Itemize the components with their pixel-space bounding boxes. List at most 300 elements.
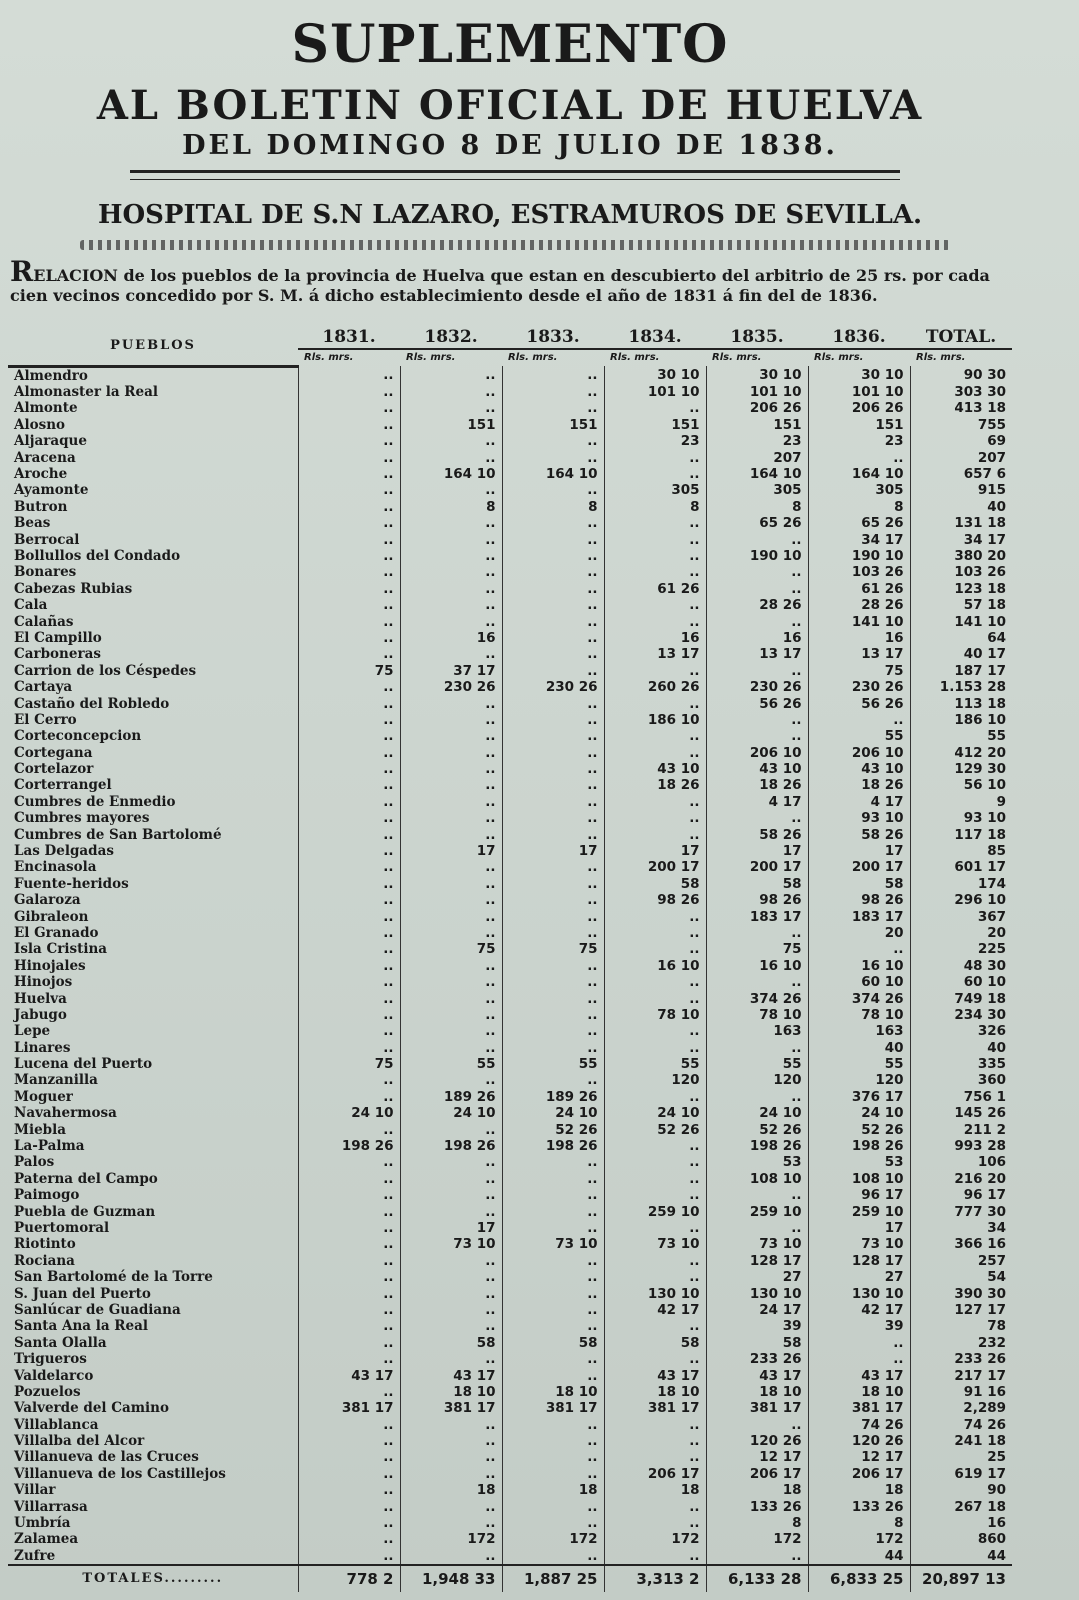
table-row	[8, 466, 1012, 482]
amount-cell: ..	[706, 663, 808, 679]
amount-cell: 172	[502, 1531, 604, 1547]
row-total-cell: 241 18	[910, 1433, 1012, 1449]
amount-cell: 58	[604, 1335, 706, 1351]
amount-cell: 189 26	[502, 1089, 604, 1105]
table-row	[8, 515, 1012, 531]
amount-cell: 133 26	[808, 1498, 910, 1514]
table-row	[8, 1187, 1012, 1203]
town-name: Fuente-heridos	[14, 875, 129, 892]
amount-cell: 183 17	[808, 908, 910, 924]
town-name: Gibraleon	[14, 908, 89, 925]
amount-cell: 43 10	[706, 761, 808, 777]
row-total-cell: 360	[910, 1072, 1012, 1088]
amount-cell: 381 17	[298, 1400, 400, 1416]
amount-cell: ..	[502, 1548, 604, 1565]
amount-cell: ..	[502, 663, 604, 679]
amount-cell: 18	[400, 1482, 502, 1498]
amount-cell: 374 26	[706, 990, 808, 1006]
amount-cell: 30 10	[808, 366, 910, 384]
amount-cell: ..	[604, 695, 706, 711]
amount-cell: ..	[298, 1187, 400, 1203]
table-row	[8, 777, 1012, 793]
amount-cell: ..	[604, 1548, 706, 1565]
amount-cell: ..	[502, 777, 604, 793]
table-row	[8, 1089, 1012, 1105]
amount-cell: ..	[298, 384, 400, 400]
amount-cell: 23	[808, 433, 910, 449]
town-name: Santa Olalla	[14, 1334, 107, 1351]
amount-cell: ..	[400, 1269, 502, 1285]
table-row	[8, 826, 1012, 842]
amount-cell: 16	[808, 630, 910, 646]
town-name: Isla Cristina	[14, 941, 108, 958]
amount-cell: ..	[400, 1351, 502, 1367]
amount-cell: ..	[502, 1367, 604, 1383]
amount-cell: ..	[400, 1433, 502, 1449]
row-total-cell: 56 10	[910, 777, 1012, 793]
arrears-table	[8, 326, 1012, 1592]
amount-cell: 230 26	[400, 679, 502, 695]
amount-cell: 43 17	[604, 1367, 706, 1383]
amount-cell: ..	[706, 728, 808, 744]
amount-cell: ..	[400, 646, 502, 662]
amount-cell: ..	[298, 1285, 400, 1301]
amount-cell: 18	[604, 1482, 706, 1498]
row-total-cell: 601 17	[910, 859, 1012, 875]
amount-cell: ..	[604, 1433, 706, 1449]
town-name: Carrion de los Céspedes	[14, 662, 197, 679]
amount-cell: ..	[502, 1285, 604, 1301]
amount-cell: ..	[298, 466, 400, 482]
amount-cell: ..	[298, 1154, 400, 1170]
row-total-cell: 9	[910, 794, 1012, 810]
total-cell: 20,897 13	[910, 1565, 1012, 1592]
amount-cell: ..	[298, 695, 400, 711]
totals-label: TOTALES.........	[8, 1565, 298, 1592]
table-row	[8, 1515, 1012, 1531]
amount-cell: 34 17	[808, 531, 910, 547]
amount-cell: 198 26	[808, 1138, 910, 1154]
amount-cell: 172	[400, 1531, 502, 1547]
amount-cell: ..	[502, 597, 604, 613]
row-total-cell: 993 28	[910, 1138, 1012, 1154]
row-total-cell: 90 30	[910, 366, 1012, 384]
amount-cell: ..	[400, 1171, 502, 1187]
amount-cell: 52 26	[604, 1121, 706, 1137]
amount-cell: ..	[298, 400, 400, 416]
row-total-cell: 749 18	[910, 990, 1012, 1006]
amount-cell: ..	[706, 1417, 808, 1433]
town-name: El Granado	[14, 924, 99, 941]
town-name: Rociana	[14, 1252, 75, 1269]
amount-cell: 230 26	[808, 679, 910, 695]
amount-cell: 61 26	[808, 581, 910, 597]
amount-cell: ..	[298, 646, 400, 662]
amount-cell: 73 10	[604, 1236, 706, 1252]
total-cell: 3,313 2	[604, 1565, 706, 1592]
amount-cell: 78 10	[604, 1007, 706, 1023]
table-row	[8, 958, 1012, 974]
table-row	[8, 1040, 1012, 1056]
amount-cell: 120	[808, 1072, 910, 1088]
relacion-drop-cap: R	[10, 255, 34, 288]
amount-cell: 16 10	[808, 958, 910, 974]
town-name: Cumbres de San Bartolomé	[14, 826, 222, 843]
amount-cell: ..	[298, 1335, 400, 1351]
row-total-cell: 915	[910, 482, 1012, 498]
amount-cell: ..	[604, 1187, 706, 1203]
amount-cell: ..	[400, 433, 502, 449]
amount-cell: 230 26	[502, 679, 604, 695]
table-row	[8, 679, 1012, 695]
town-name: Zufre	[14, 1547, 56, 1564]
amount-cell: ..	[502, 925, 604, 941]
amount-cell: ..	[298, 1318, 400, 1334]
amount-cell: 93 10	[808, 810, 910, 826]
town-name: Alosno	[14, 416, 66, 433]
amount-cell: ..	[298, 1417, 400, 1433]
amount-cell: 20	[808, 925, 910, 941]
row-total-cell: 40 17	[910, 646, 1012, 662]
amount-cell: ..	[502, 761, 604, 777]
amount-cell: 74 26	[808, 1417, 910, 1433]
amount-cell: 73 10	[400, 1236, 502, 1252]
table-row	[8, 433, 1012, 449]
amount-cell: 16	[604, 630, 706, 646]
table-row	[8, 1400, 1012, 1416]
table-body	[8, 366, 1012, 1565]
amount-cell: ..	[400, 859, 502, 875]
amount-cell: 98 26	[604, 892, 706, 908]
amount-cell: ..	[298, 1515, 400, 1531]
row-total-cell: 85	[910, 843, 1012, 859]
amount-cell: ..	[502, 1433, 604, 1449]
row-total-cell: 326	[910, 1023, 1012, 1039]
amount-cell: ..	[400, 400, 502, 416]
row-total-cell: 1.153 28	[910, 679, 1012, 695]
amount-cell: 43 10	[604, 761, 706, 777]
amount-cell: 259 10	[808, 1203, 910, 1219]
row-total-cell: 234 30	[910, 1007, 1012, 1023]
table-row	[8, 1285, 1012, 1301]
unit-label: Rls. mrs.	[610, 352, 660, 363]
amount-cell: 43 10	[808, 761, 910, 777]
totals-row	[8, 1565, 1012, 1592]
amount-cell: 65 26	[808, 515, 910, 531]
town-name: Umbría	[14, 1515, 71, 1532]
row-total-cell: 366 16	[910, 1236, 1012, 1252]
table-row	[8, 695, 1012, 711]
amount-cell: 17	[706, 843, 808, 859]
amount-cell: 206 17	[604, 1466, 706, 1482]
amount-cell: 53	[706, 1154, 808, 1170]
unit-label: Rls. mrs.	[712, 352, 762, 363]
amount-cell: ..	[298, 974, 400, 990]
amount-cell: 52 26	[808, 1121, 910, 1137]
amount-cell: 108 10	[706, 1171, 808, 1187]
town-name: Carboneras	[14, 646, 101, 663]
table-row	[8, 564, 1012, 580]
amount-cell: ..	[298, 958, 400, 974]
amount-cell: ..	[604, 564, 706, 580]
table-row	[8, 646, 1012, 662]
town-name: Cartaya	[14, 679, 73, 696]
amount-cell: ..	[400, 1040, 502, 1056]
table-row	[8, 1105, 1012, 1121]
amount-cell: 75	[808, 663, 910, 679]
amount-cell: 206 17	[706, 1466, 808, 1482]
table-row	[8, 1449, 1012, 1465]
amount-cell: 8	[604, 499, 706, 515]
amount-cell: 65 26	[706, 515, 808, 531]
amount-cell: ..	[400, 1203, 502, 1219]
amount-cell: ..	[706, 810, 808, 826]
table-row	[8, 482, 1012, 498]
amount-cell: ..	[298, 1302, 400, 1318]
amount-cell: ..	[400, 564, 502, 580]
amount-cell: ..	[604, 925, 706, 941]
amount-cell: ..	[604, 1269, 706, 1285]
town-name: Almonaster la Real	[14, 384, 158, 401]
amount-cell: 198 26	[400, 1138, 502, 1154]
amount-cell: ..	[502, 1449, 604, 1465]
town-name: Villalba del Alcor	[14, 1433, 145, 1450]
town-name: Corterrangel	[14, 777, 112, 794]
amount-cell: 206 10	[808, 744, 910, 760]
amount-cell: 75	[706, 941, 808, 957]
table-row	[8, 1023, 1012, 1039]
table-row	[8, 843, 1012, 859]
amount-cell: ..	[502, 1351, 604, 1367]
amount-cell: ..	[502, 794, 604, 810]
amount-cell: ..	[502, 433, 604, 449]
amount-cell: 17	[604, 843, 706, 859]
table-row	[8, 1351, 1012, 1367]
table-row	[8, 1417, 1012, 1433]
amount-cell: 163	[808, 1023, 910, 1039]
amount-cell: ..	[808, 449, 910, 465]
column-header-pueblos: PUEBLOS	[8, 326, 298, 366]
amount-cell: ..	[400, 826, 502, 842]
amount-cell: 17	[502, 843, 604, 859]
amount-cell: 18 10	[706, 1384, 808, 1400]
row-total-cell: 860	[910, 1531, 1012, 1547]
table-row	[8, 1531, 1012, 1547]
amount-cell: ..	[502, 1040, 604, 1056]
amount-cell: ..	[298, 630, 400, 646]
amount-cell: 230 26	[706, 679, 808, 695]
table-row	[8, 810, 1012, 826]
amount-cell: 17	[400, 843, 502, 859]
amount-cell: 164 10	[706, 466, 808, 482]
amount-cell: 18 10	[400, 1384, 502, 1400]
amount-cell: ..	[298, 1089, 400, 1105]
amount-cell: ..	[502, 826, 604, 842]
amount-cell: 164 10	[400, 466, 502, 482]
town-name: Bollullos del Condado	[14, 547, 181, 564]
amount-cell: ..	[400, 794, 502, 810]
town-name: Miebla	[14, 1121, 66, 1138]
row-total-cell: 225	[910, 941, 1012, 957]
amount-cell: 206 10	[706, 744, 808, 760]
amount-cell: 130 10	[604, 1285, 706, 1301]
town-name: Cortegana	[14, 744, 93, 761]
amount-cell: ..	[808, 941, 910, 957]
amount-cell: ..	[298, 482, 400, 498]
amount-cell: 43 17	[706, 1367, 808, 1383]
row-total-cell: 174	[910, 876, 1012, 892]
amount-cell: 96 17	[808, 1187, 910, 1203]
row-total-cell: 127 17	[910, 1302, 1012, 1318]
amount-cell: 17	[808, 843, 910, 859]
amount-cell: ..	[502, 400, 604, 416]
row-total-cell: 216 20	[910, 1171, 1012, 1187]
total-cell: 6,833 25	[808, 1565, 910, 1592]
amount-cell: 305	[706, 482, 808, 498]
amount-cell: 52 26	[502, 1121, 604, 1137]
amount-cell: ..	[298, 1449, 400, 1465]
table-row	[8, 1253, 1012, 1269]
amount-cell: ..	[502, 728, 604, 744]
town-name: Calañas	[14, 613, 74, 630]
amount-cell: ..	[400, 531, 502, 547]
amount-cell: ..	[502, 695, 604, 711]
amount-cell: ..	[298, 1433, 400, 1449]
amount-cell: 151	[604, 417, 706, 433]
amount-cell: 98 26	[706, 892, 808, 908]
amount-cell: ..	[298, 728, 400, 744]
amount-cell: 43 17	[400, 1367, 502, 1383]
amount-cell: 30 10	[604, 366, 706, 384]
amount-cell: ..	[298, 613, 400, 629]
amount-cell: ..	[298, 744, 400, 760]
amount-cell: 18	[706, 1482, 808, 1498]
amount-cell: ..	[298, 1498, 400, 1514]
amount-cell: ..	[604, 1498, 706, 1514]
amount-cell: ..	[502, 1023, 604, 1039]
amount-cell: 58	[400, 1335, 502, 1351]
amount-cell: 198 26	[706, 1138, 808, 1154]
amount-cell: ..	[298, 679, 400, 695]
town-name: Trigueros	[14, 1351, 87, 1368]
row-total-cell: 44	[910, 1548, 1012, 1565]
amount-cell: ..	[298, 777, 400, 793]
amount-cell: ..	[604, 515, 706, 531]
row-total-cell: 217 17	[910, 1367, 1012, 1383]
row-total-cell: 25	[910, 1449, 1012, 1465]
amount-cell: 58	[706, 876, 808, 892]
column-header-total: TOTAL.	[910, 326, 1012, 349]
row-total-cell: 117 18	[910, 826, 1012, 842]
amount-cell: ..	[604, 826, 706, 842]
amount-cell: ..	[298, 1236, 400, 1252]
amount-cell: 376 17	[808, 1089, 910, 1105]
town-name: Berrocal	[14, 531, 80, 548]
amount-cell: ..	[298, 990, 400, 1006]
amount-cell: ..	[400, 1318, 502, 1334]
amount-cell: 8	[706, 1515, 808, 1531]
amount-cell: ..	[400, 384, 502, 400]
amount-cell: ..	[400, 1121, 502, 1137]
amount-cell: ..	[400, 613, 502, 629]
amount-cell: ..	[604, 613, 706, 629]
row-total-cell: 113 18	[910, 695, 1012, 711]
amount-cell: 13 17	[706, 646, 808, 662]
amount-cell: 40	[808, 1040, 910, 1056]
town-name: Moguer	[14, 1088, 73, 1105]
town-name: Paterna del Campo	[14, 1170, 158, 1187]
amount-cell: ..	[604, 1253, 706, 1269]
town-name: La-Palma	[14, 1138, 85, 1155]
amount-cell: 75	[298, 663, 400, 679]
amount-cell: 101 10	[808, 384, 910, 400]
total-cell: 1,887 25	[502, 1565, 604, 1592]
table-row	[8, 548, 1012, 564]
row-total-cell: 34 17	[910, 531, 1012, 547]
town-name: Galaroza	[14, 892, 81, 909]
amount-cell: ..	[298, 712, 400, 728]
row-total-cell: 93 10	[910, 810, 1012, 826]
amount-cell: 43 17	[298, 1367, 400, 1383]
amount-cell: ..	[400, 908, 502, 924]
amount-cell: 206 17	[808, 1466, 910, 1482]
row-total-cell: 232	[910, 1335, 1012, 1351]
amount-cell: ..	[502, 1171, 604, 1187]
amount-cell: ..	[400, 1023, 502, 1039]
amount-cell: 39	[808, 1318, 910, 1334]
row-total-cell: 54	[910, 1269, 1012, 1285]
amount-cell: 13 17	[808, 646, 910, 662]
amount-cell: ..	[298, 1171, 400, 1187]
amount-cell: ..	[604, 990, 706, 1006]
amount-cell: 151	[502, 417, 604, 433]
table-row	[8, 1384, 1012, 1400]
amount-cell: 305	[808, 482, 910, 498]
amount-cell: 190 10	[808, 548, 910, 564]
amount-cell: ..	[502, 1515, 604, 1531]
amount-cell: 381 17	[502, 1400, 604, 1416]
town-name: Puebla de Guzman	[14, 1203, 156, 1220]
amount-cell: 12 17	[808, 1449, 910, 1465]
row-total-cell: 96 17	[910, 1187, 1012, 1203]
amount-cell: ..	[502, 712, 604, 728]
amount-cell: ..	[400, 1417, 502, 1433]
amount-cell: 24 10	[604, 1105, 706, 1121]
amount-cell: 78 10	[706, 1007, 808, 1023]
table-row	[8, 1367, 1012, 1383]
amount-cell: ..	[502, 1417, 604, 1433]
amount-cell: ..	[298, 908, 400, 924]
table-row	[8, 597, 1012, 613]
town-name: Jabugo	[14, 1006, 67, 1023]
amount-cell: 18	[502, 1482, 604, 1498]
table-row	[8, 384, 1012, 400]
table-row	[8, 499, 1012, 515]
amount-cell: 13 17	[604, 646, 706, 662]
row-total-cell: 57 18	[910, 597, 1012, 613]
amount-cell: 8	[502, 499, 604, 515]
amount-cell: 58	[706, 1335, 808, 1351]
amount-cell: 151	[706, 417, 808, 433]
amount-cell: ..	[502, 1498, 604, 1514]
amount-cell: ..	[298, 1203, 400, 1219]
amount-cell: 24 10	[502, 1105, 604, 1121]
amount-cell: 28 26	[808, 597, 910, 613]
amount-cell: ..	[400, 1515, 502, 1531]
amount-cell: 8	[706, 499, 808, 515]
amount-cell: ..	[604, 794, 706, 810]
amount-cell: 172	[604, 1531, 706, 1547]
